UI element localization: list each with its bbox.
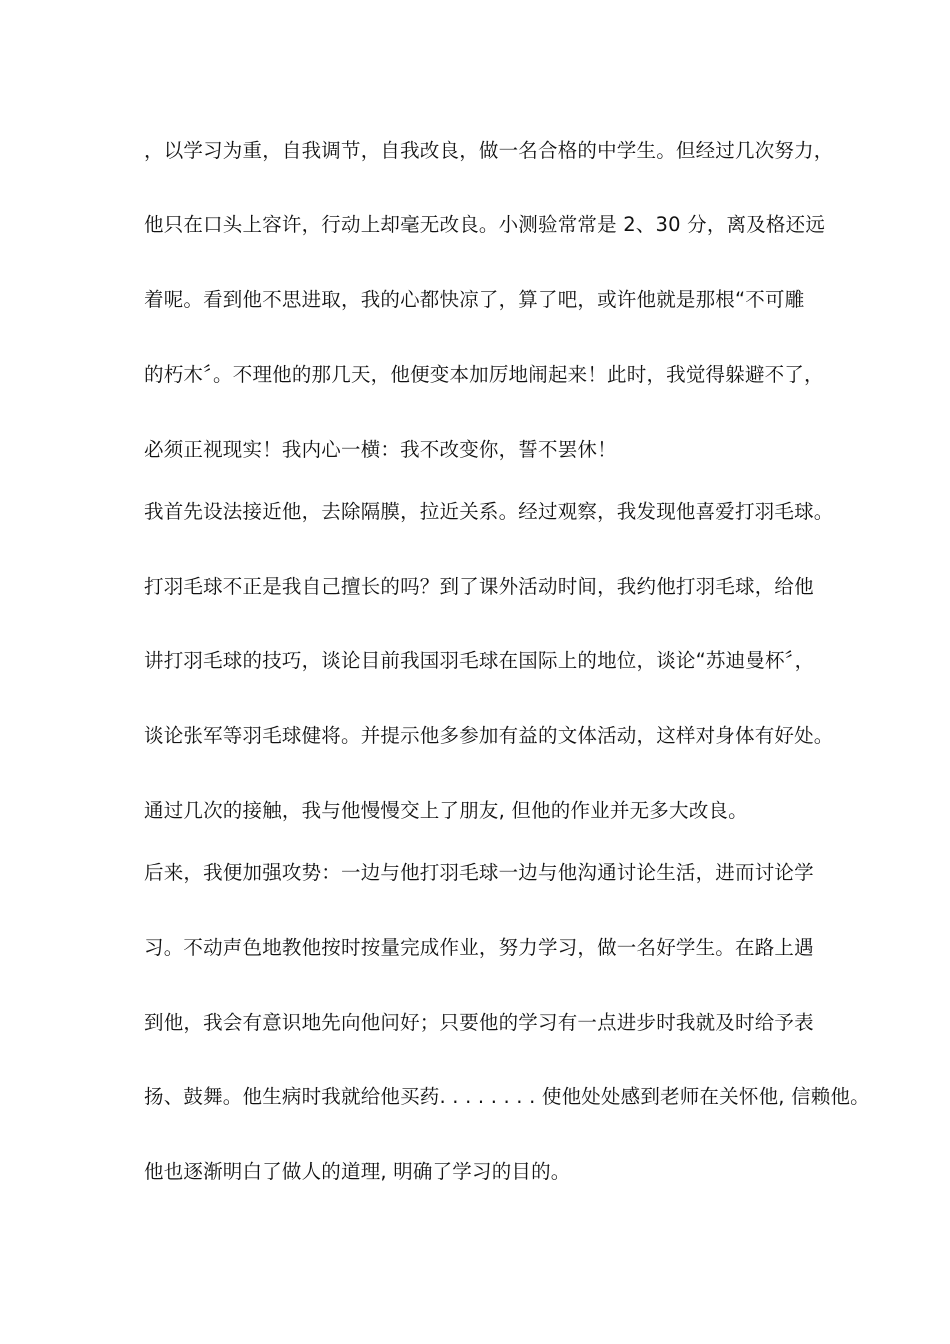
text-line: 扬、鼓舞。他生病时我就给他买药. . . . . . . . 使他处处感到老师在关怀他, 信赖他。: [144, 1085, 870, 1108]
text-line: 后来，我便加强攻势：一边与他打羽毛球一边与他沟通讨论生活，进而讨论学: [144, 861, 814, 884]
text-line: 必须正视现实！我内心一横：我不改变你，誓不罢休！: [144, 438, 617, 461]
text-line: 我首先设法接近他，去除隔膜，拉近关系。经过观察，我发现他喜爱打羽毛球。: [144, 500, 834, 523]
text-line: 他也逐渐明白了做人的道理, 明确了学习的目的。: [144, 1160, 571, 1183]
text-line: 谈论张军等羽毛球健将。并提示他多参加有益的文体活动，这样对身体有好处。: [144, 724, 834, 747]
text-line: 的朽木〞。不理他的那几天，他便变本加厉地闹起来！此时，我觉得躲避不了，: [144, 363, 824, 386]
text-line: ，以学习为重，自我调节，自我改良，做一名合格的中学生。但经过几次努力，: [144, 139, 834, 162]
text-line: 到他，我会有意识地先向他问好；只要他的学习有一点进步时我就及时给予表: [144, 1011, 814, 1034]
text-line: 着呢。看到他不思进取，我的心都快凉了，算了吧，或许他就是那根“不可雕: [144, 288, 805, 311]
text-line: 通过几次的接触，我与他慢慢交上了朋友, 但他的作业并无多大改良。: [144, 799, 748, 822]
text-line: 打羽毛球不正是我自己擅长的吗？到了课外活动时间，我约他打羽毛球，给他: [144, 575, 814, 598]
text-line: 他只在口头上容许，行动上却毫无改良。小测验常常是 2、30 分，离及格还远: [144, 213, 826, 236]
text-line: 习。不动声色地教他按时按量完成作业，努力学习，做一名好学生。在路上遇: [144, 936, 814, 959]
text-line: 讲打羽毛球的技巧，谈论目前我国羽毛球在国际上的地位，谈论“苏迪曼杯〞，: [144, 649, 815, 672]
